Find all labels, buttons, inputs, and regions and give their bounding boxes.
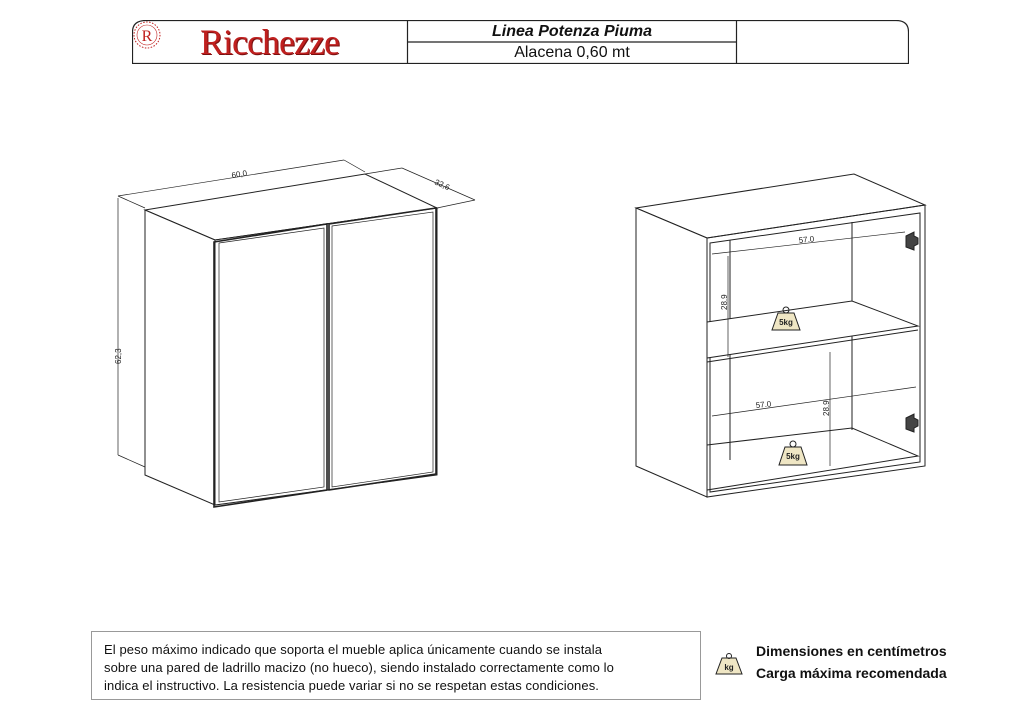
product-line-title: Linea Potenza Piuma [491,23,653,40]
weight-tag-bottom-icon [779,441,807,465]
depth-dimension-label: 32,6 [433,177,452,193]
brand-logo: Ricchezze [200,22,339,62]
product-name: Alacena 0,60 mt [514,44,630,61]
legend-load-text: Carga máxima recomendada [756,665,947,681]
open-cabinet-view [636,174,925,497]
weight-tag-bottom-label: 5kg [786,452,800,461]
inner-width-bottom-label: 57.0 [755,399,772,410]
legend-dimensions-text: Dimensiones en centímetros [756,643,947,659]
closed-cabinet-view [145,174,437,507]
kg-weight-icon [714,652,744,676]
inner-height-top-label: 28.9 [720,294,729,310]
note-line-2: sobre una pared de ladrillo macizo (no hueco), siendo instalado correctamente como lo [104,660,615,675]
inner-height-bottom-label: 28.9 [822,400,831,416]
kg-icon-label: kg [724,663,734,672]
height-dimension-label: 62,3 [114,348,123,364]
note-line-1: El peso máximo indicado que soporta el mueble aplica únicamente cuando se instala [104,642,603,657]
note-line-3: indica el instructivo. La resistencia puede variar si no se respetan estas condiciones. [104,678,600,693]
width-dimension-label: 60,0 [230,168,248,180]
installation-note [91,631,701,700]
inner-width-top-label: 57.0 [798,234,815,245]
seal-letter: R [141,28,153,45]
weight-tag-top-label: 5kg [779,318,793,327]
